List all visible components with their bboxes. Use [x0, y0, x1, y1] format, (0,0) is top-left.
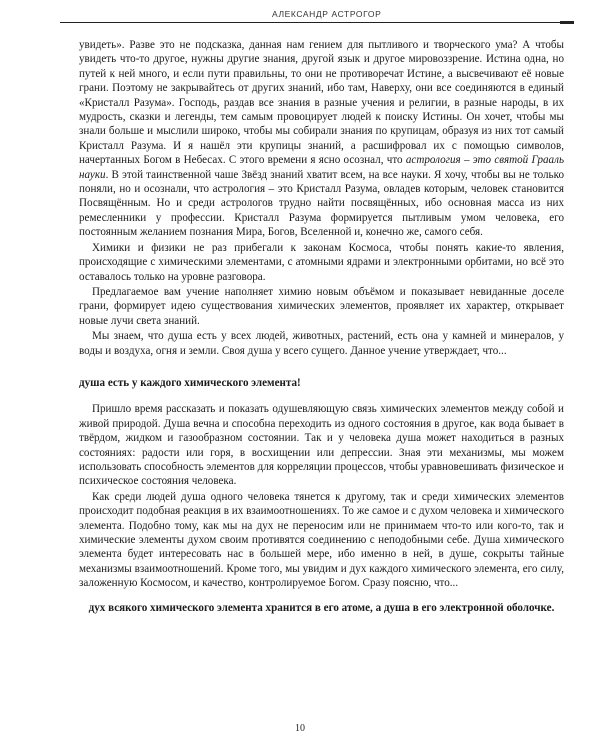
- bold-statement-2: дух всякого химического элемента хранится в его атоме, а душа в его электронной оболочке.: [88, 601, 555, 614]
- page-number: 10: [295, 723, 305, 734]
- running-header: [60, 9, 574, 27]
- page-body: [79, 38, 564, 627]
- paragraph-6: Как среди людей душа одного человека тянется к другому, так и среди химических элементов происходит подобная реакция в их взаимоотношениях. То же самое и с духом человека и химического элемента. Подобно тому, как мы на дух не переносим или не принимаем что-то или кого-то, так и химические элементы духом своим противятся соединению с неподобными себе. Душа химического элемента будет интересовать нас в большей мере, ибо именно в ней, в душе, сокрыты тайные механизмы взаимоотношений. Кроме того, мы увидим и дух каждого химического элемента, его силу, заложенную Космосом, и качество, контролируемое Богом. Сразу поясню, что...: [79, 490, 564, 590]
- paragraph-1-end: . В этой таинственной чаше Звёзд знаний хватит всем, на все науки. Я хочу, чтобы вы не только поняли, но и осознали, что астрология – это Кристалл Разума, овладев которым, человек становится Посвящённым. Но и среди астрологов трудно найти посвящённых, ибо основная масса из них ремесленники у профессии. Кристалл Разума формируется пытливым умом человека, его постоянным желанием познания Мира, Богов, Вселенной и, конечно же, самого себя.: [79, 168, 564, 239]
- header-rule: [60, 22, 574, 23]
- paragraph-2: Химики и физики не раз прибегали к законам Космоса, чтобы понять какие-то явления, происходящие с химическими элементами, с атомными ядрами и электронными орбитами, но всё это оставалось только на уровне разговора.: [79, 241, 564, 283]
- spacer: [79, 359, 564, 370]
- paragraph-3: Предлагаемое вам учение наполняет химию новым объёмом и показывает невиданные доселе грани, формирует идею существования химических элементов, проявляет их характер, открывает новые лучи света знаний.: [79, 285, 564, 327]
- paragraph-5: Пришло время рассказать и показать одушевляющую связь химических элементов между собой и живой природой. Душа вечна и способна переходить из одного состояния в другое, как вода бывает в твёрдом, жидком и газообразном состоянии. Так и у человека душа может находиться в разных состояниях: радости или горя, в восхищении или депрессии. Зная эти механизмы, мы можем использовать способность элементов для корреляции процессов, чтобы уравновешивать физическое и психическое состояния человека.: [79, 403, 564, 488]
- paragraph-1-italic: астрология – это святой Грааль науки: [79, 154, 564, 181]
- bold-statement-1: душа есть у каждого химического элемента!: [79, 376, 301, 389]
- header-author-title: АЛЕКСАНДР АСТРОГОР: [272, 9, 382, 19]
- paragraph-1-start: увидеть». Разве это не подсказка, данная нам гением для пытливого и творческого ума? А чтобы увидеть что-то другое, нужны другие знания, другой язык и другое мировоззрение. Истина одна, но путей к ней много, и если пути правильны, то они не противоречат Истине, а высвечивают её новые грани. Поэтому не закрывайтесь от других знаний, ибо там, Наверху, они все соединяются в единый «Кристалл Разума». Господь, раздав все знания в разные учения и религии, в разные народы, в их мудрость, сказки и легенды, тем самым провоцирует людей к поиску Истины. Он хочет, чтобы мы знали больше и мыслили широко, чтобы мы собирали знания по крупицам, образуя из них тот самый Кристалл Разума. И я нашёл эти крупицы знаний, а расшифровал их с помощью символов, начертанных Богом в Небесах. С этого времени я ясно осознал, что: [79, 39, 564, 167]
- paragraph-4: Мы знаем, что душа есть у всех людей, животных, растений, есть она у камней и минералов, у воды и воздуха, огня и земли. Своя душа у всего сущего. Данное учение утверждает, что...: [79, 330, 564, 357]
- header-rule-accent: [560, 21, 574, 24]
- paragraph-1: [79, 38, 564, 240]
